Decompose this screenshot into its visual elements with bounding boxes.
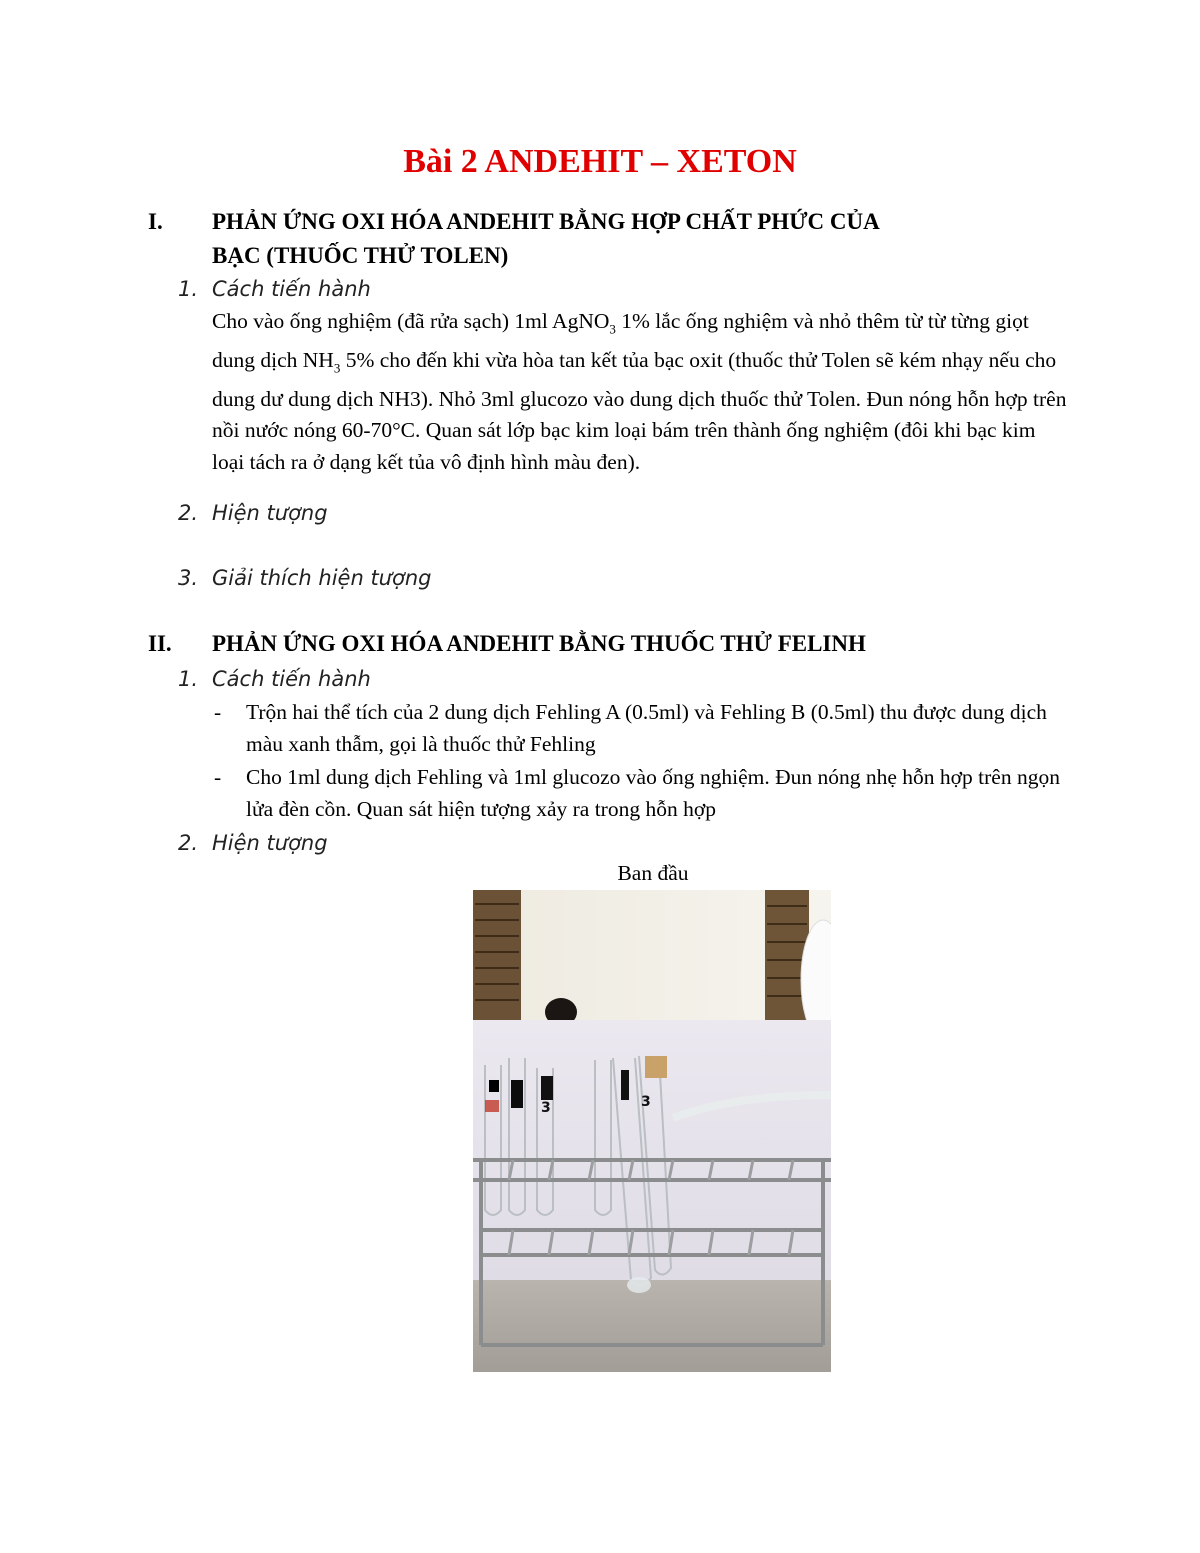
tube-label-3: 3 xyxy=(541,1100,551,1116)
item-number: 1. xyxy=(178,667,199,691)
procedure-subscript-1: 3 xyxy=(609,321,616,337)
bullet-dash: - xyxy=(214,700,222,724)
section-2-item-2 xyxy=(178,828,328,858)
section-1-item-2 xyxy=(178,498,328,528)
item-number: 1. xyxy=(178,277,199,301)
tube-label-3b: 3 xyxy=(641,1094,651,1110)
figure-caption: Ban đầu xyxy=(617,861,689,885)
section-1-item-1 xyxy=(178,274,371,304)
document-title: Bài 2 ANDEHIT – XETON xyxy=(403,143,797,180)
section-2-item-1 xyxy=(178,664,371,694)
section-1-number: I. xyxy=(148,209,163,234)
fehling-step-1: Trộn hai thể tích của 2 dung dịch Fehling A (0.5ml) và Fehling B (0.5ml) thu được dung dịch màu xanh thẫm, gọi là thuốc thử Fehling xyxy=(246,700,1047,756)
procedure-text-1: Cho vào ống nghiệm (đã rửa sạch) 1ml AgNO xyxy=(212,309,610,333)
section-1-item-3 xyxy=(178,563,431,593)
tolen-procedure-paragraph xyxy=(212,306,1072,478)
fehling-step-2: Cho 1ml dung dịch Fehling và 1ml glucozo vào ống nghiệm. Đun nóng nhẹ hỗn hợp trên ngọn lửa đèn cồn. Quan sát hiện tượng xảy ra trong hỗn hợp xyxy=(246,765,1060,821)
section-2-number: II. xyxy=(148,631,172,656)
item-label: Cách tiến hành xyxy=(212,667,371,691)
section-1-heading-line1: PHẢN ỨNG OXI HÓA ANDEHIT BẰNG HỢP CHẤT PHỨC CỦA xyxy=(212,209,880,234)
procedure-subscript-2: 3 xyxy=(333,360,341,376)
item-number: 3. xyxy=(178,566,199,590)
item-number: 2. xyxy=(178,831,199,855)
bullet-dash: - xyxy=(214,765,222,789)
item-label: Giải thích hiện tượng xyxy=(212,566,432,590)
item-label: Hiện tượng xyxy=(212,831,328,855)
test-tube-rack-photo xyxy=(473,890,831,1372)
section-1-heading-line2: BẠC (THUỐC THỬ TOLEN) xyxy=(212,243,509,268)
procedure-text-2: 1% lắc ống nghiệm và nhỏ thêm từ từ từng giọt dung dịch NH xyxy=(212,309,1029,372)
item-number: 2. xyxy=(178,501,199,525)
procedure-text-3: 5% cho đến khi vừa hòa tan kết tủa bạc oxit (thuốc thử Tolen sẽ kém nhạy nếu cho dung dư dung dịch NH3). Nhỏ 3ml glucozo vào dung dịch thuốc thử Tolen. Đun nóng hỗn hợp trên nồi nước nóng 60-70°C. Quan sát lớp bạc kim loại bám trên thành ống nghiệm (đôi khi bạc kim loại tách ra ở dạng kết tủa vô định hình màu đen). xyxy=(212,347,1067,474)
item-label: Cách tiến hành xyxy=(212,277,371,301)
section-2-heading: PHẢN ỨNG OXI HÓA ANDEHIT BẰNG THUỐC THỬ FELINH xyxy=(212,631,866,656)
item-label: Hiện tượng xyxy=(212,501,328,525)
